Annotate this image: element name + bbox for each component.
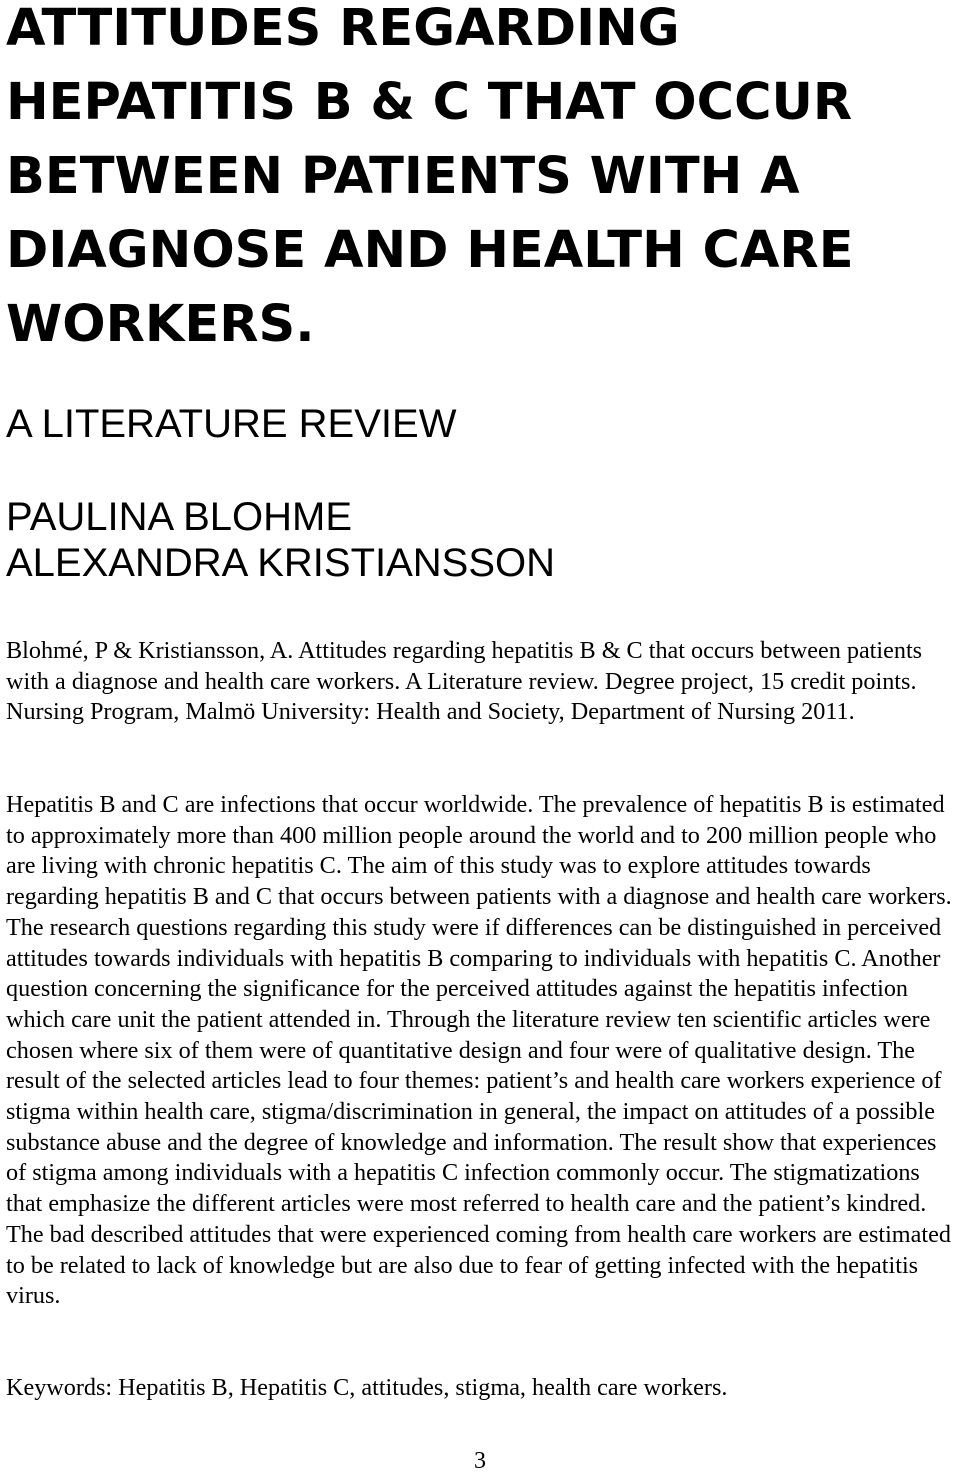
keywords-line: Keywords: Hepatitis B, Hepatitis C, attitudes, stigma, health care workers. xyxy=(6,1374,728,1401)
citation-paragraph: Blohmé, P & Kristiansson, A. Attitudes regarding hepatitis B & C that occurs between patients with a diagnose and health care workers. A Literature review. Degree project, 15 credit points. Nursing Program, Malmö University: Health and Society, Department of Nursing 2011. xyxy=(6,637,923,726)
document-title: ATTITUDES REGARDING HEPATITIS B & C THAT OCCUR BETWEEN PATIENTS WITH A DIAGNOSE AND HEALTH CARE WORKERS. xyxy=(6,0,854,354)
author-name: PAULINA BLOHME xyxy=(6,495,353,539)
document-subtitle: A LITERATURE REVIEW xyxy=(6,402,457,446)
page-number: 3 xyxy=(474,1448,486,1474)
abstract-paragraph: Hepatitis B and C are infections that occur worldwide. The prevalence of hepatitis B is estimated to approximately more than 400 million people around the world and to 200 million people who are living with chronic hepatitis C. The aim of this study was to explore attitudes towards regarding hepatitis B and C that occurs between patients with a diagnose and health care workers. The research questions regarding this study were if differences can be distinguished in perceived attitudes towards individuals with hepatitis B comparing to individuals with hepatitis C. Another question concerning the significance for the perceived attitudes against the hepatitis infection which care unit the patient attended in. Through the literature review ten scientific articles were chosen where six of them were of quantitative design and four were of qualitative design. The result of the selected articles lead to four themes: patient’s and health care workers experience of stigma within health care, stigma/discrimination in general, the impact on attitudes of a possible substance abuse and the degree of knowledge and information. The result show that experiences of stigma among individuals with a hepatitis C infection commonly occur. The stigmatizations that emphasize the different articles were most referred to health care and the patient’s kindred. The bad described attitudes that were experienced coming from health care workers are estimated to be related to lack of knowledge but are also due to fear of getting infected with the hepatitis virus. xyxy=(6,791,952,1310)
author-list xyxy=(6,494,555,586)
author-name: ALEXANDRA KRISTIANSSON xyxy=(6,541,556,585)
